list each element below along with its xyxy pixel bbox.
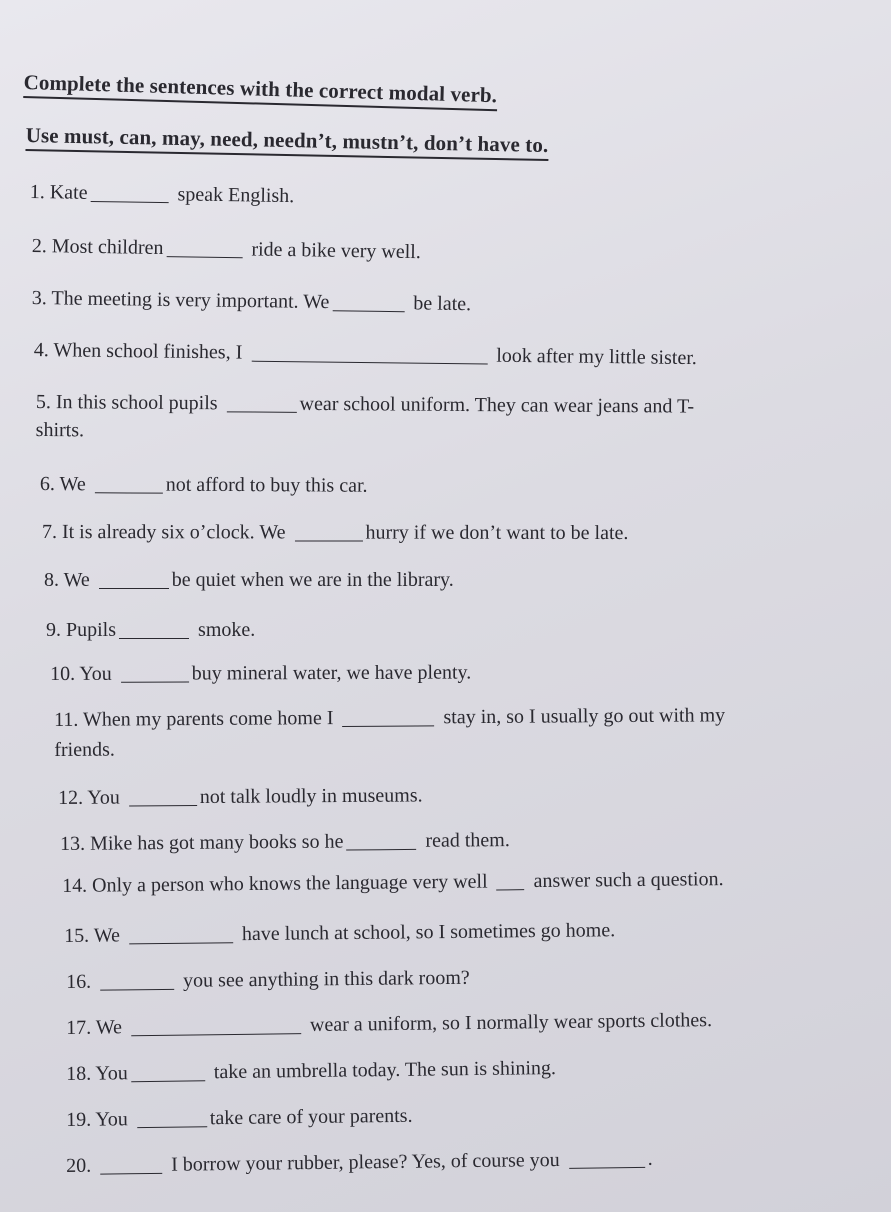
answer-blank[interactable]: [129, 805, 197, 806]
exercise-text-after: not afford to buy this car.: [165, 473, 368, 497]
instruction-heading: Complete the sentences with the correct modal verb.: [23, 70, 497, 111]
answer-blank[interactable]: [100, 989, 174, 991]
exercise-text-after: not talk loudly in museums.: [199, 784, 423, 809]
answer-blank[interactable]: [99, 588, 169, 589]
exercise-text-before: Only a person who knows the language very well: [92, 870, 488, 897]
exercise-9: [46, 618, 255, 642]
exercise-number: 20.: [66, 1154, 92, 1177]
answer-blank[interactable]: [497, 889, 525, 890]
exercise-5: [36, 390, 695, 447]
exercise-text-after: take care of your parents.: [209, 1104, 413, 1130]
exercise-text-after: you see anything in this dark room?: [183, 966, 470, 992]
exercise-14: [62, 867, 724, 898]
answer-blank[interactable]: [343, 725, 435, 727]
exercise-continuation: friends.: [54, 738, 115, 761]
exercise-number: 8.: [44, 569, 59, 591]
exercise-text-after: wear a uniform, so I normally wear sports clothes.: [309, 1009, 713, 1037]
exercise-7: [42, 520, 628, 545]
exercise-number: 18.: [66, 1062, 92, 1085]
exercise-number: 3.: [31, 286, 47, 310]
answer-blank[interactable]: [227, 411, 297, 412]
exercise-11: [54, 703, 725, 762]
exercise-continuation: shirts.: [35, 418, 85, 442]
exercise-number: 2.: [31, 234, 47, 258]
exercise-tail: .: [647, 1147, 653, 1170]
exercise-number: 11.: [54, 708, 79, 731]
exercise-text-before: You: [95, 1062, 128, 1085]
exercise-number: 17.: [66, 1016, 92, 1039]
answer-blank[interactable]: [129, 942, 233, 944]
exercise-text-after: stay in, so I usually go out with my: [443, 704, 726, 729]
exercise-number: 4.: [33, 338, 49, 362]
exercise-text-before: You: [95, 1108, 128, 1131]
exercise-text-before: When my parents come home I: [82, 707, 334, 731]
exercise-text-after: wear school uniform. They can wear jeans and T-: [299, 392, 695, 418]
exercise-16: [66, 966, 470, 994]
instruction-subheading: Use must, can, may, need, needn’t, mustn’t, don’t have to.: [25, 123, 548, 161]
exercise-number: 13.: [60, 832, 86, 855]
exercise-number: 6.: [39, 473, 55, 496]
answer-blank[interactable]: [332, 310, 404, 312]
exercise-8: [44, 568, 454, 592]
exercise-number: 10.: [50, 662, 76, 685]
exercise-text-before: When school finishes, I: [53, 339, 243, 364]
exercise-text-before: Most children: [51, 235, 164, 260]
exercise-number: 7.: [41, 521, 57, 544]
exercise-number: 19.: [66, 1108, 92, 1131]
exercise-15: [64, 918, 615, 948]
exercise-text-after: look after my little sister.: [496, 344, 697, 370]
answer-blank[interactable]: [137, 1126, 207, 1128]
exercise-text-before: You: [79, 662, 112, 685]
exercise-text-before: In this school pupils: [55, 391, 218, 415]
exercise-3: [32, 286, 472, 316]
exercise-text-before: It is already six o’clock. We: [61, 521, 286, 544]
exercise-text-before: Kate: [49, 181, 88, 204]
exercise-20: [66, 1147, 653, 1178]
answer-blank[interactable]: [131, 1080, 205, 1082]
exercise-19: [66, 1104, 413, 1132]
exercise-text-after: have lunch at school, so I sometimes go home.: [241, 919, 616, 946]
exercise-number: 16.: [66, 970, 92, 993]
answer-blank[interactable]: [100, 1173, 162, 1175]
exercise-text-before: Pupils: [66, 619, 117, 641]
answer-blank[interactable]: [251, 361, 487, 365]
answer-blank[interactable]: [90, 201, 168, 203]
exercise-text-before: Mike has got many books so he: [90, 830, 344, 855]
exercise-6: [40, 472, 368, 498]
exercise-text-after: be late.: [413, 292, 472, 316]
exercise-text-after: smoke.: [198, 619, 256, 641]
exercise-2: [32, 234, 421, 264]
exercise-text-after: take an umbrella today. The sun is shining.: [213, 1057, 557, 1084]
answer-blank[interactable]: [119, 638, 189, 639]
exercise-text-after: hurry if we don’t want to be late.: [365, 521, 629, 545]
exercise-12: [58, 783, 423, 810]
exercise-number: 15.: [64, 924, 90, 947]
exercise-number: 14.: [62, 874, 88, 897]
exercise-text-before: We: [93, 924, 121, 947]
answer-blank[interactable]: [95, 492, 163, 493]
exercise-18: [66, 1056, 556, 1086]
exercise-17: [66, 1008, 712, 1040]
exercise-text-after: read them.: [425, 829, 510, 852]
exercise-text-after: I borrow your rubber, please? Yes, of course you: [171, 1148, 560, 1176]
exercise-13: [60, 828, 510, 856]
exercise-text-after: answer such a question.: [533, 868, 724, 893]
exercise-text-after: ride a bike very well.: [251, 238, 421, 264]
exercise-10: [50, 661, 471, 686]
exercise-text-before: We: [95, 1016, 123, 1039]
exercise-text-after: be quiet when we are in the library.: [171, 569, 454, 591]
answer-blank[interactable]: [294, 540, 362, 541]
exercise-1: [30, 180, 295, 208]
exercise-text-after: speak English.: [177, 183, 295, 208]
exercise-text-before: We: [63, 569, 90, 591]
exercise-text-before: The meeting is very important. We: [51, 287, 330, 314]
answer-blank[interactable]: [569, 1167, 645, 1169]
exercise-number: 1.: [29, 180, 45, 204]
exercise-number: 12.: [58, 786, 84, 809]
exercise-text-after: buy mineral water, we have plenty.: [191, 661, 472, 685]
exercise-number: 9.: [46, 619, 61, 641]
exercise-4: [34, 338, 697, 370]
answer-blank[interactable]: [131, 1033, 301, 1036]
exercise-text-before: You: [87, 786, 120, 809]
exercise-text-before: We: [59, 473, 86, 496]
answer-blank[interactable]: [121, 682, 189, 683]
answer-blank[interactable]: [346, 849, 416, 851]
exercise-number: 5.: [35, 390, 51, 414]
answer-blank[interactable]: [166, 256, 242, 258]
